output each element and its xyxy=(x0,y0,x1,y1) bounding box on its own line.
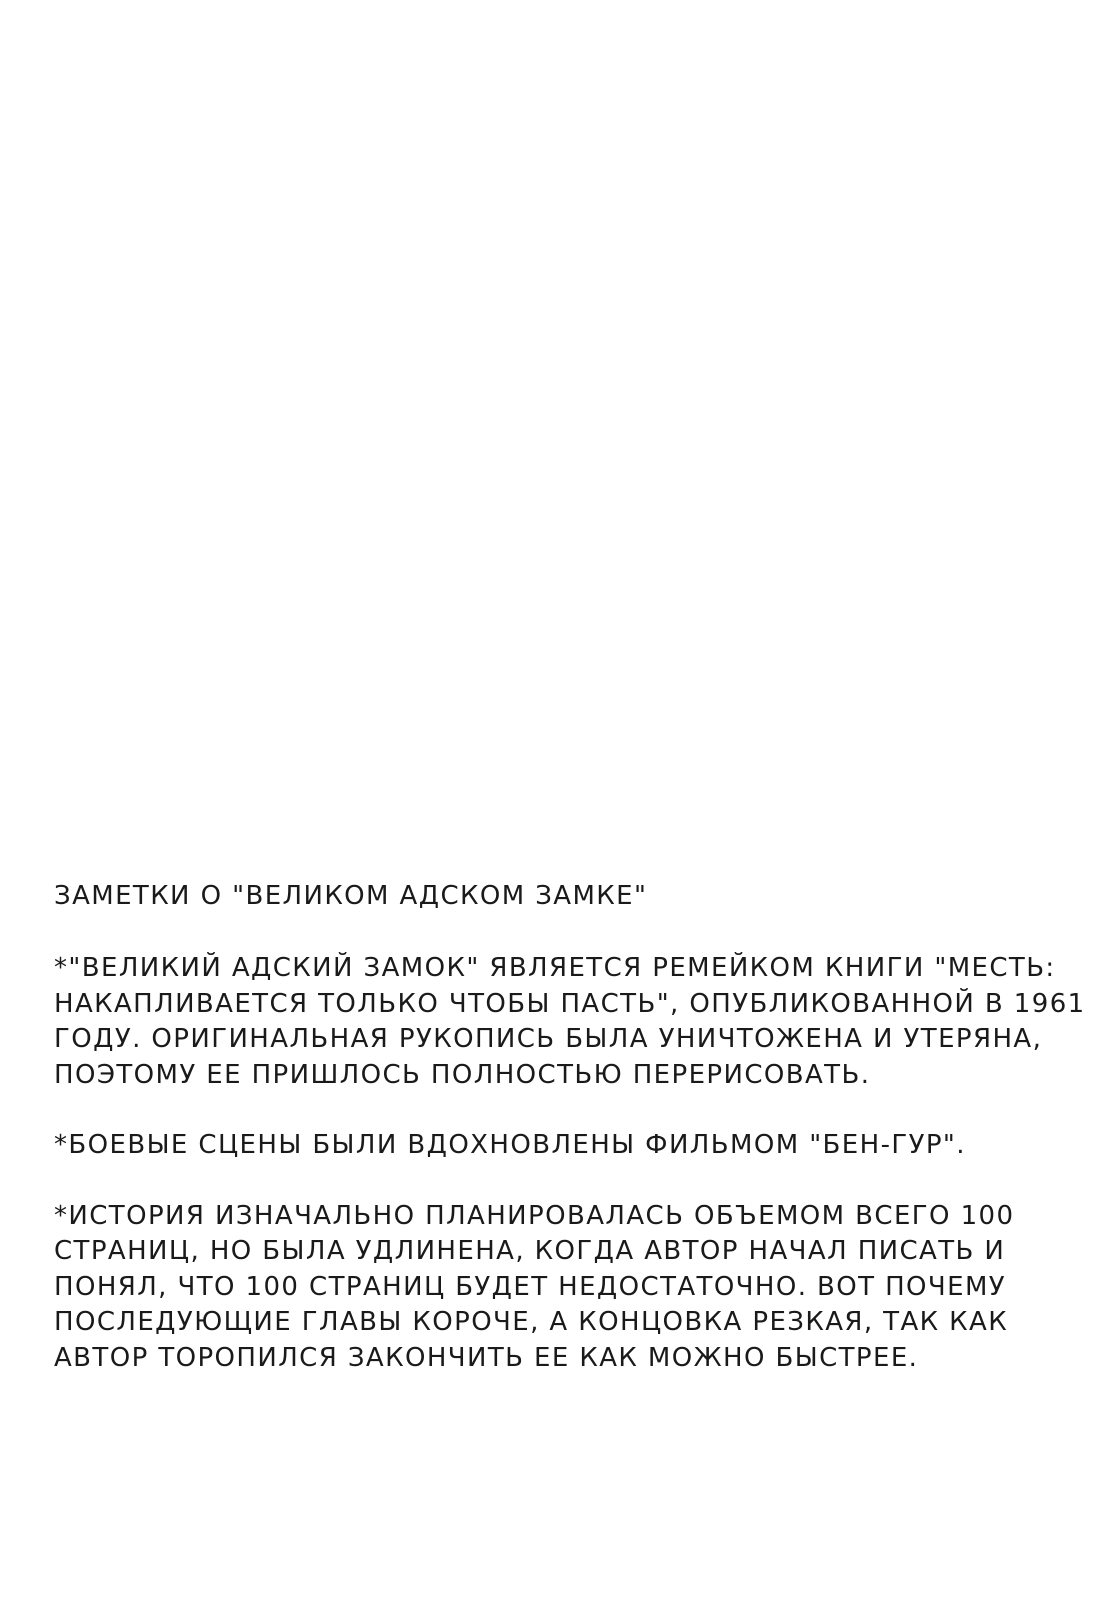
paragraph-gap xyxy=(54,1093,1054,1128)
paragraph-line: СТРАНИЦ, НО БЫЛА УДЛИНЕНА, КОГДА АВТОР НАЧАЛ ПИСАТЬ И xyxy=(54,1236,1006,1266)
paragraph-gap xyxy=(54,916,1054,951)
paragraph-line: *БОЕВЫЕ СЦЕНЫ БЫЛИ ВДОХНОВЛЕНЫ ФИЛЬМОМ "БЕН-ГУР". xyxy=(54,1130,966,1160)
paragraph-battle-scenes xyxy=(54,1128,1054,1164)
paragraph-line: НАКАПЛИВАЕТСЯ ТОЛЬКО ЧТОБЫ ПАСТЬ", ОПУБЛИКОВАННОЙ В 1961 xyxy=(54,988,1086,1019)
notes-block xyxy=(54,876,1086,1376)
paragraph-line: ПОЭТОМУ ЕЕ ПРИШЛОСЬ ПОЛНОСТЬЮ ПЕРЕРИСОВАТЬ. xyxy=(54,1059,871,1090)
paragraph-line: ПОСЛЕДУЮЩИЕ ГЛАВЫ КОРОЧЕ, А КОНЦОВКА РЕЗКАЯ, ТАК КАК xyxy=(54,1307,1009,1337)
paragraph-line: АВТОР ТОРОПИЛСЯ ЗАКОНЧИТЬ ЕЕ КАК МОЖНО БЫСТРЕЕ. xyxy=(54,1342,919,1373)
paragraph-remake xyxy=(54,951,1086,1093)
paragraph-story-length xyxy=(54,1199,1054,1377)
paragraph-line: ГОДУ. ОРИГИНАЛЬНАЯ РУКОПИСЬ БЫЛА УНИЧТОЖЕНА И УТЕРЯНА, xyxy=(54,1024,1043,1054)
paragraph-gap xyxy=(54,1164,1054,1199)
paragraph-line: ПОНЯЛ, ЧТО 100 СТРАНИЦ БУДЕТ НЕДОСТАТОЧНО. ВОТ ПОЧЕМУ xyxy=(54,1271,1007,1302)
paragraph-line: *ИСТОРИЯ ИЗНАЧАЛЬНО ПЛАНИРОВАЛАСЬ ОБЪЕМОМ ВСЕГО 100 xyxy=(54,1200,1015,1231)
paragraph-line: *"ВЕЛИКИЙ АДСКИЙ ЗАМОК" ЯВЛЯЕТСЯ РЕМЕЙКОМ КНИГИ "МЕСТЬ: xyxy=(54,953,1056,983)
notes-title: ЗАМЕТКИ О "ВЕЛИКОМ АДСКОМ ЗАМКЕ" xyxy=(54,881,648,911)
